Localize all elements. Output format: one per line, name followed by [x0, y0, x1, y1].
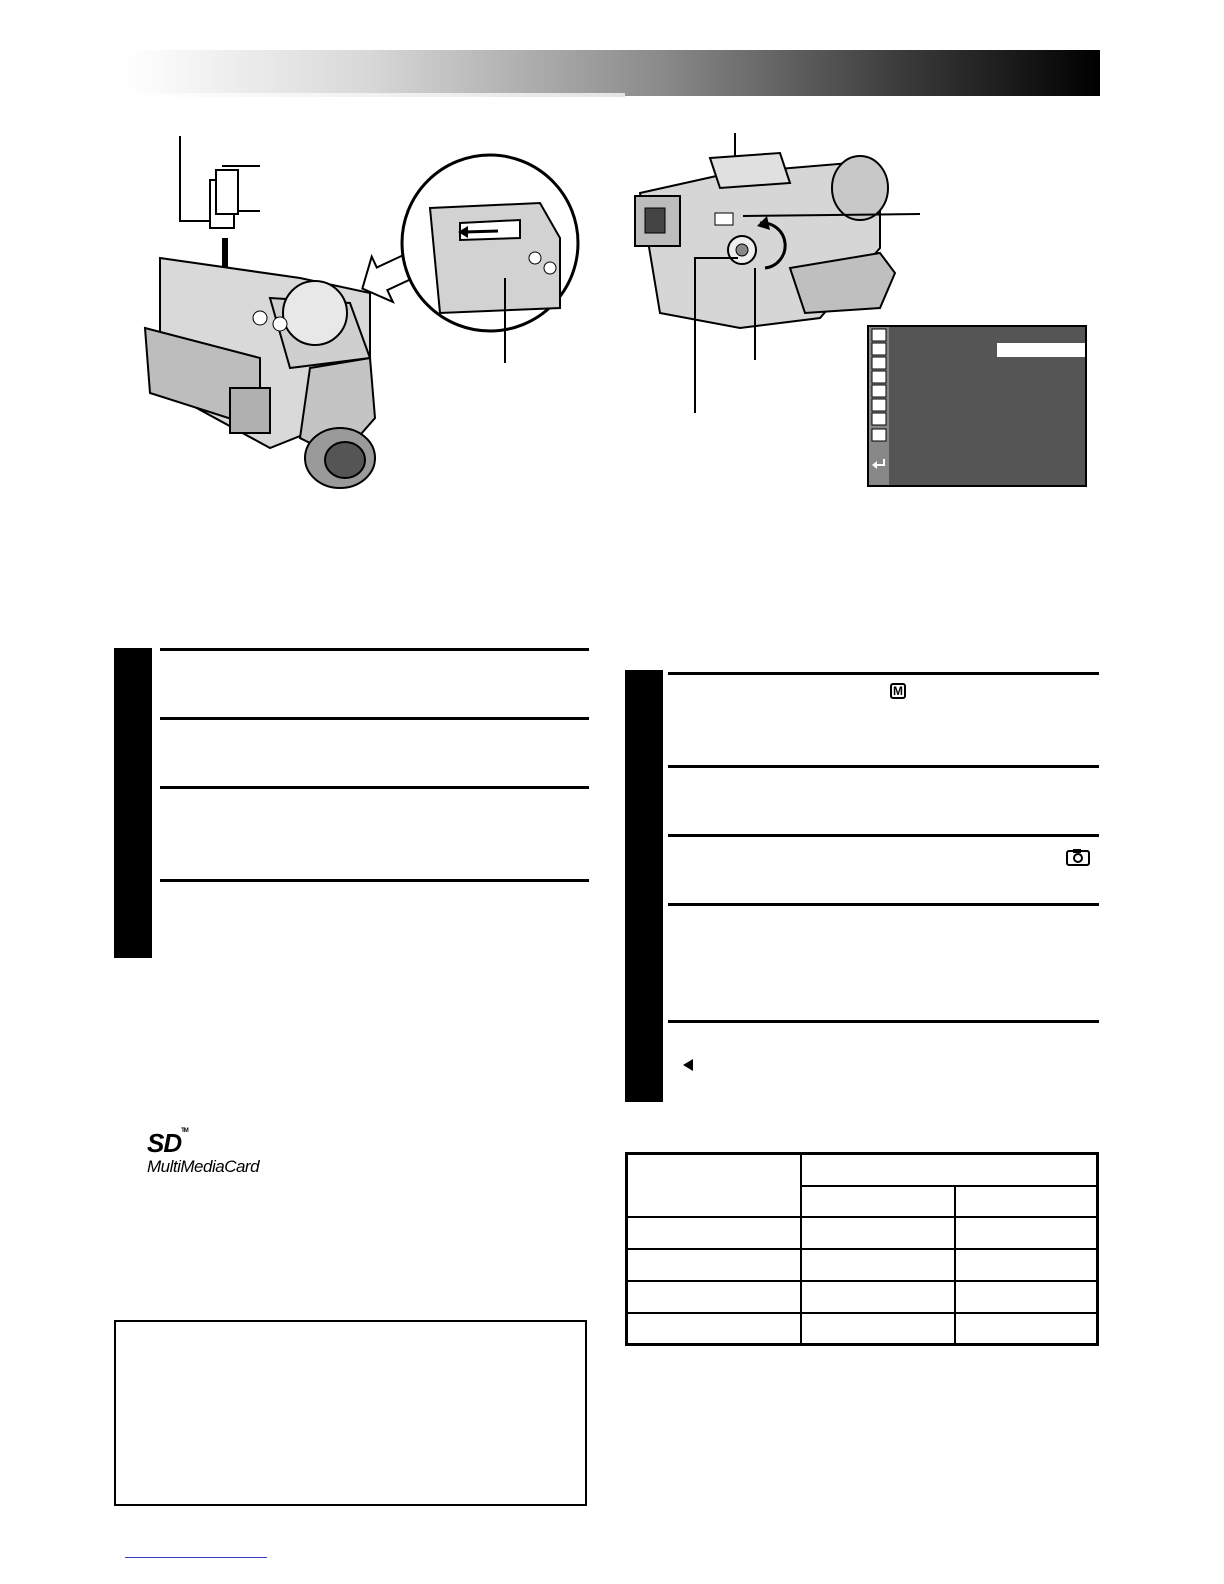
right-step-rule-2: [668, 765, 1099, 768]
left-arrow-icon: [682, 1058, 694, 1072]
page-header-bar: [125, 50, 1100, 96]
step-tab-left: [114, 648, 152, 958]
menu-screen: [867, 325, 1087, 487]
header-underline: [125, 93, 625, 97]
menu-auto-icon: [872, 371, 886, 383]
table-header-cell: [627, 1154, 802, 1217]
camera-icon: [1066, 848, 1090, 866]
step-rule-4: [160, 879, 589, 882]
right-step-rule-5: [668, 1020, 1099, 1023]
sd-logo: SD™: [147, 1128, 188, 1158]
picture-quality-table: [625, 1152, 1099, 1346]
note-box: [114, 1320, 587, 1506]
table-subheader-cell: [801, 1186, 955, 1217]
step-rule-2: [160, 717, 589, 720]
camcorder-card-illustration: [120, 128, 600, 498]
menu-system-icon: [872, 413, 886, 425]
step-rule-1: [160, 648, 589, 651]
right-step-rule-3: [668, 834, 1099, 837]
table-row: [627, 1217, 1098, 1249]
menu-dsc-icon: [872, 429, 886, 441]
table-row: [627, 1281, 1098, 1313]
table-row: [627, 1249, 1098, 1281]
menu-wipe-icon: [872, 329, 886, 341]
bottom-link-underline: [125, 1557, 267, 1558]
menu-camera-icon: [872, 399, 886, 411]
table-header-cell: [801, 1154, 1098, 1186]
step-rule-3: [160, 786, 589, 789]
menu-manual-icon: [872, 385, 886, 397]
menu-program-ae-icon: [872, 343, 886, 355]
table-row: [627, 1313, 1098, 1345]
table-subheader-cell: [955, 1186, 1098, 1217]
multimediacard-logo: MultiMediaCard: [147, 1157, 260, 1176]
right-step-rule-4: [668, 903, 1099, 906]
right-step-rule-1: [668, 672, 1099, 675]
manual-mode-icon: M: [890, 683, 906, 699]
step-tab-right: [625, 670, 663, 1102]
menu-exposure-icon: [872, 357, 886, 369]
